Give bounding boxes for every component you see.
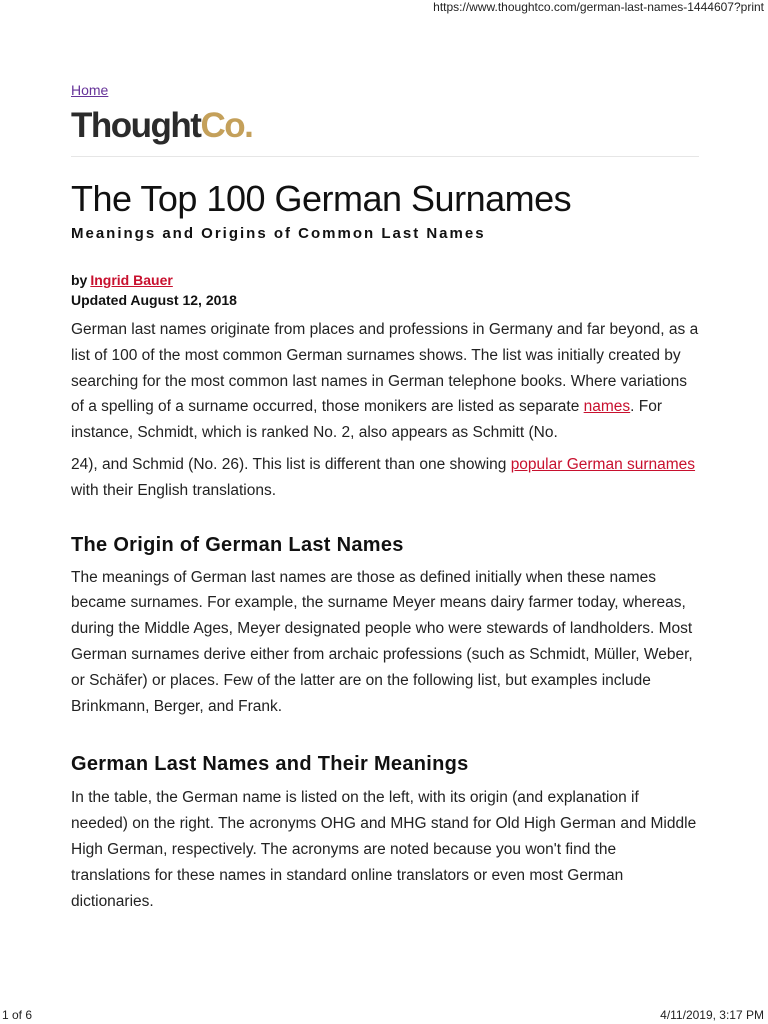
heading-origin: The Origin of German Last Names	[71, 533, 404, 556]
p1-text-a: German last names originate from places and professions in Germany and far beyond, as a list of 100 of the most common German surnames shows. The list was initially created by searching for the most common last names in German telephone books. Where variations of a spelling of a surname occurred, those monikers are listed as separate	[71, 321, 699, 416]
print-url: https://www.thoughtco.com/german-last-names-1444607?print	[433, 0, 764, 14]
by-label: by	[71, 272, 88, 288]
p1-text-b: . For instance, Schmidt, which is ranked No. 2, also appears as Schmitt (No.	[71, 398, 663, 442]
article-title: The Top 100 German Surnames	[71, 178, 572, 219]
p2-text-b: with their English translations.	[71, 481, 277, 499]
article-subtitle: Meanings and Origins of Common Last Names	[71, 225, 486, 242]
logo-thought: Thought	[71, 106, 201, 145]
author-link[interactable]: Ingrid Bauer	[90, 272, 173, 288]
paragraph-intro-continued	[71, 452, 699, 504]
print-date: 4/11/2019, 3:17 PM	[660, 1008, 764, 1022]
paragraph-meanings: In the table, the German name is listed on the left, with its origin (and explanation if needed) on the right. The acronyms OHG and MHG stand for Old High German and Middle High German, respectively. The acronyms are noted because you won't find the translations for these names in standard online translators or even most German dictionaries.	[71, 789, 697, 910]
print-page-number: 1 of 6	[2, 1008, 33, 1022]
paragraph-intro	[71, 317, 699, 446]
p2-text-a: 24), and Schmid (No. 26). This list is different than one showing	[71, 455, 511, 473]
names-link[interactable]: names	[583, 398, 631, 416]
heading-meanings: German Last Names and Their Meanings	[71, 753, 469, 776]
paragraph-origin: The meanings of German last names are those as defined initially when these names became surnames. For example, the surname Meyer means dairy farmer today, whereas, during the Middle Ages, Meyer designated people who were stewards of landholders. Most German surnames derive either from archaic professions (such as Schmidt, Müller, Weber, or Schäfer) or places. Few of the latter are on the following list, but examples include Brinkmann, Berger, and Frank.	[71, 568, 693, 715]
logo-co: Co.	[200, 106, 253, 145]
article-content	[71, 78, 699, 914]
popular-surnames-link[interactable]: popular German surnames	[510, 455, 696, 473]
home-link[interactable]: Home	[71, 82, 109, 98]
header-divider	[71, 156, 699, 157]
updated-date: Updated August 12, 2018	[71, 292, 237, 308]
thoughtco-logo[interactable]	[71, 106, 699, 150]
byline	[71, 272, 699, 288]
